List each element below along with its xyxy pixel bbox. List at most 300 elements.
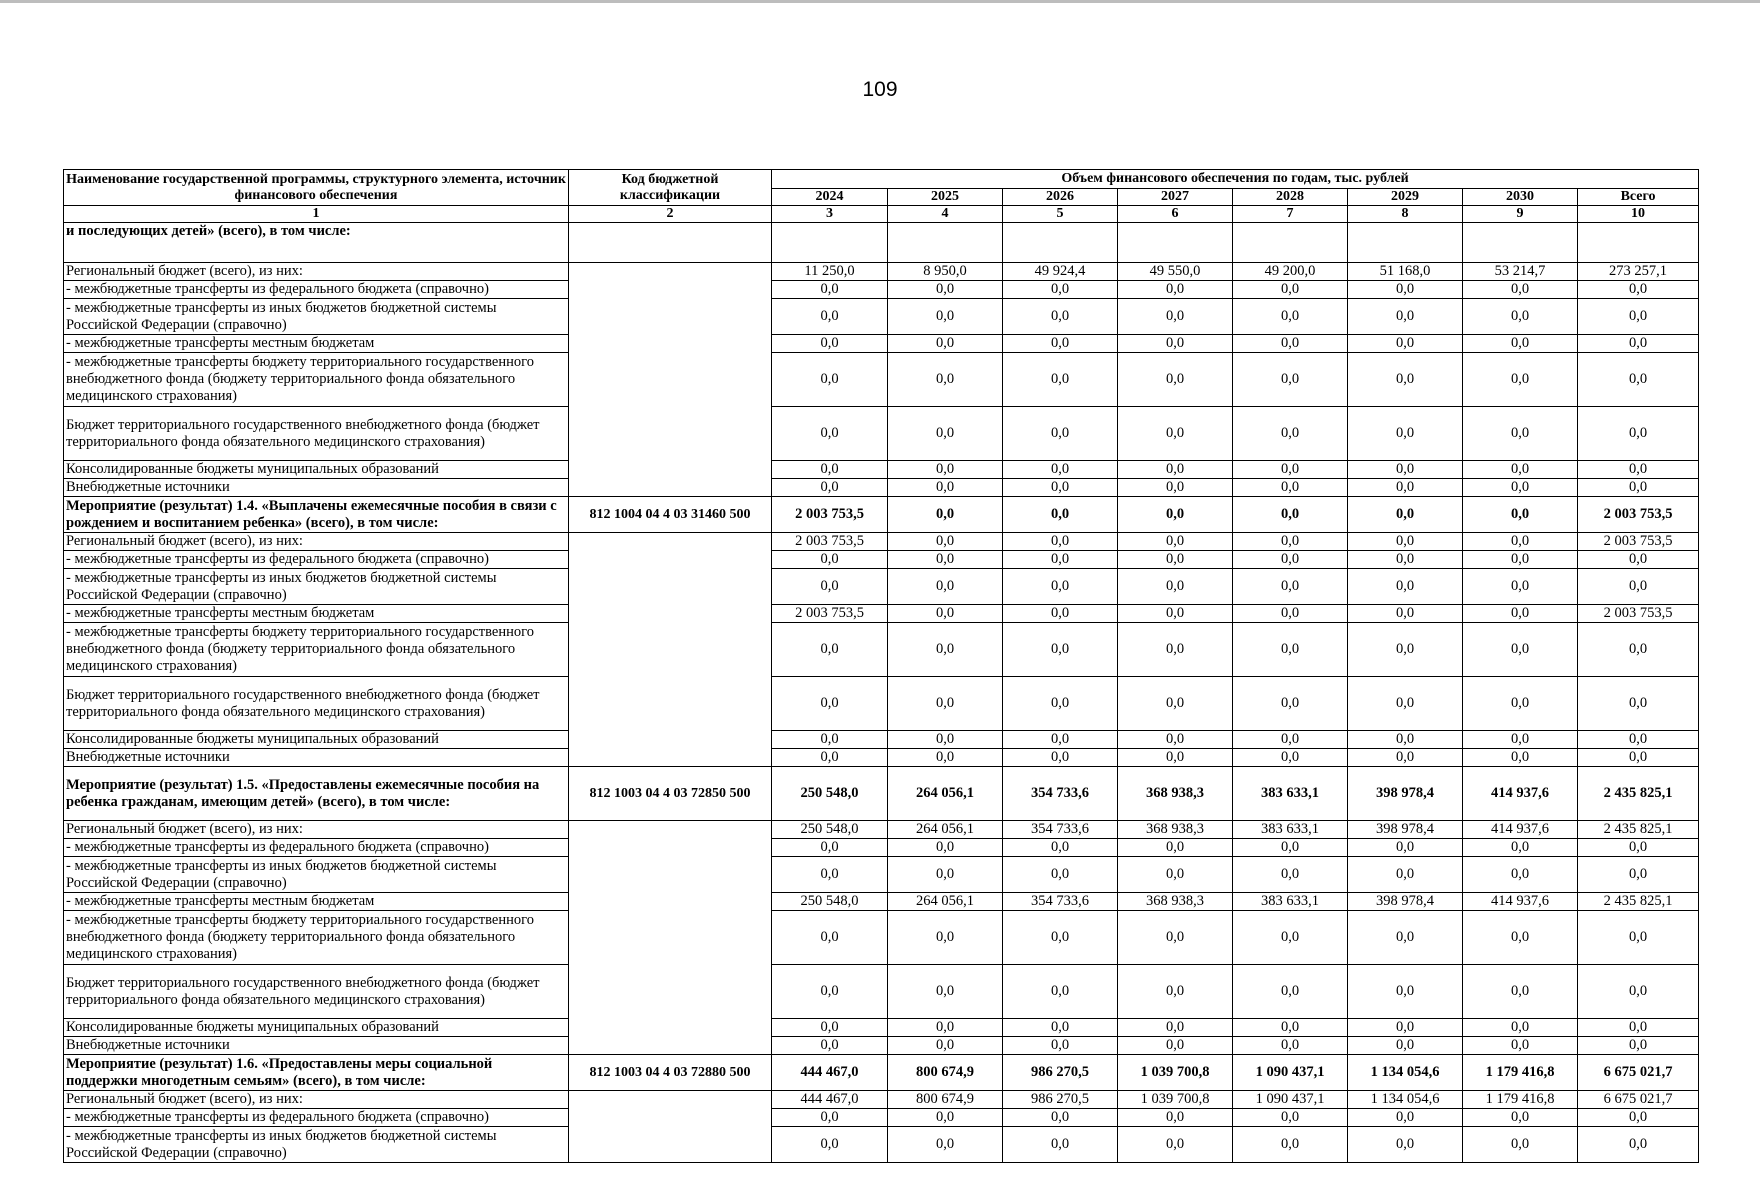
value-cell: 0,0 xyxy=(888,479,1003,497)
value-cell: 0,0 xyxy=(1003,839,1118,857)
value-cell: 0,0 xyxy=(1463,749,1578,767)
value-cell: 354 733,6 xyxy=(1003,821,1118,839)
value-cell xyxy=(1118,223,1233,263)
value-cell: 0,0 xyxy=(1463,533,1578,551)
value-cell: 0,0 xyxy=(1118,857,1233,893)
source-name: Региональный бюджет (всего), из них: xyxy=(64,821,569,839)
value-cell: 0,0 xyxy=(772,623,888,677)
header-name-column: Наименование государственной программы, структурного элемента, источник финансового обеспечения xyxy=(64,170,569,206)
value-cell: 49 924,4 xyxy=(1003,263,1118,281)
value-cell: 0,0 xyxy=(1463,1127,1578,1163)
value-cell: 0,0 xyxy=(1348,299,1463,335)
value-cell: 0,0 xyxy=(888,299,1003,335)
value-cell: 0,0 xyxy=(1348,281,1463,299)
header-total: Всего xyxy=(1578,189,1699,206)
value-cell: 398 978,4 xyxy=(1348,821,1463,839)
value-cell: 0,0 xyxy=(1233,623,1348,677)
value-cell: 1 134 054,6 xyxy=(1348,1055,1463,1091)
value-cell: 53 214,7 xyxy=(1463,263,1578,281)
value-cell: 0,0 xyxy=(888,407,1003,461)
value-cell: 444 467,0 xyxy=(772,1091,888,1109)
value-cell: 264 056,1 xyxy=(888,893,1003,911)
value-cell: 0,0 xyxy=(1463,479,1578,497)
value-cell: 0,0 xyxy=(1348,623,1463,677)
value-cell: 264 056,1 xyxy=(888,821,1003,839)
source-row xyxy=(64,821,1699,839)
value-cell: 0,0 xyxy=(1003,1109,1118,1127)
value-cell: 0,0 xyxy=(1233,497,1348,533)
value-cell: 0,0 xyxy=(1003,749,1118,767)
value-cell: 383 633,1 xyxy=(1233,893,1348,911)
value-cell: 0,0 xyxy=(888,839,1003,857)
column-number: 9 xyxy=(1463,206,1578,223)
value-cell: 0,0 xyxy=(1233,299,1348,335)
value-cell: 0,0 xyxy=(1463,605,1578,623)
value-cell: 0,0 xyxy=(772,407,888,461)
total-cell: 6 675 021,7 xyxy=(1578,1055,1699,1091)
value-cell: 0,0 xyxy=(1233,749,1348,767)
value-cell: 0,0 xyxy=(1463,965,1578,1019)
header-year: 2026 xyxy=(1003,189,1118,206)
total-cell xyxy=(1578,223,1699,263)
source-row xyxy=(64,1019,1699,1037)
value-cell: 0,0 xyxy=(888,857,1003,893)
value-cell: 0,0 xyxy=(1233,731,1348,749)
value-cell: 444 467,0 xyxy=(772,1055,888,1091)
value-cell: 0,0 xyxy=(1118,461,1233,479)
value-cell: 0,0 xyxy=(1233,281,1348,299)
value-cell: 0,0 xyxy=(1233,965,1348,1019)
source-row xyxy=(64,569,1699,605)
value-cell: 414 937,6 xyxy=(1463,767,1578,821)
source-row xyxy=(64,533,1699,551)
empty-code-cell xyxy=(569,263,772,497)
value-cell: 0,0 xyxy=(1118,1109,1233,1127)
total-cell: 6 675 021,7 xyxy=(1578,1091,1699,1109)
source-row xyxy=(64,731,1699,749)
activity-row xyxy=(64,767,1699,821)
source-name: - межбюджетные трансферты из иных бюджетов бюджетной системы Российской Федерации (справочно) xyxy=(64,299,569,335)
scan-edge xyxy=(0,0,1760,3)
header-code-column: Код бюджетной классификации xyxy=(569,170,772,206)
total-cell: 2 435 825,1 xyxy=(1578,767,1699,821)
value-cell: 0,0 xyxy=(1463,1037,1578,1055)
value-cell: 250 548,0 xyxy=(772,893,888,911)
value-cell: 383 633,1 xyxy=(1233,767,1348,821)
value-cell: 0,0 xyxy=(1003,1019,1118,1037)
budget-code xyxy=(569,223,772,263)
value-cell: 0,0 xyxy=(1003,299,1118,335)
value-cell: 0,0 xyxy=(1348,335,1463,353)
total-cell: 0,0 xyxy=(1578,569,1699,605)
activity-name: Мероприятие (результат) 1.4. «Выплачены ежемесячные пособия в связи с рождением и воспитанием ребенка» (всего), в том числе: xyxy=(64,497,569,533)
value-cell: 0,0 xyxy=(888,497,1003,533)
source-name: Региональный бюджет (всего), из них: xyxy=(64,1091,569,1109)
value-cell: 0,0 xyxy=(1003,857,1118,893)
value-cell: 0,0 xyxy=(1233,479,1348,497)
value-cell: 354 733,6 xyxy=(1003,893,1118,911)
header-year: 2029 xyxy=(1348,189,1463,206)
value-cell: 0,0 xyxy=(1463,911,1578,965)
value-cell: 368 938,3 xyxy=(1118,893,1233,911)
value-cell: 0,0 xyxy=(772,335,888,353)
value-cell: 0,0 xyxy=(1233,677,1348,731)
source-name: - межбюджетные трансферты из федерального бюджета (справочно) xyxy=(64,1109,569,1127)
source-name: Внебюджетные источники xyxy=(64,1037,569,1055)
total-cell: 2 003 753,5 xyxy=(1578,497,1699,533)
value-cell: 0,0 xyxy=(1463,857,1578,893)
source-name: - межбюджетные трансферты из федерального бюджета (справочно) xyxy=(64,281,569,299)
source-name: Региональный бюджет (всего), из них: xyxy=(64,533,569,551)
source-row xyxy=(64,299,1699,335)
value-cell: 0,0 xyxy=(1348,857,1463,893)
source-name: - межбюджетные трансферты из федерального бюджета (справочно) xyxy=(64,551,569,569)
activity-name: Мероприятие (результат) 1.6. «Предоставлены меры социальной поддержки многодетным семьям» (всего), в том числе: xyxy=(64,1055,569,1091)
value-cell: 0,0 xyxy=(888,605,1003,623)
value-cell: 250 548,0 xyxy=(772,821,888,839)
empty-code-cell xyxy=(569,1091,772,1163)
source-row xyxy=(64,677,1699,731)
budget-code: 812 1003 04 4 03 72850 500 xyxy=(569,767,772,821)
value-cell: 0,0 xyxy=(1003,569,1118,605)
value-cell: 0,0 xyxy=(888,677,1003,731)
value-cell: 0,0 xyxy=(1463,299,1578,335)
value-cell: 0,0 xyxy=(1003,497,1118,533)
value-cell: 0,0 xyxy=(1463,677,1578,731)
source-row xyxy=(64,839,1699,857)
value-cell: 0,0 xyxy=(1463,623,1578,677)
value-cell: 0,0 xyxy=(1003,677,1118,731)
value-cell: 0,0 xyxy=(1233,911,1348,965)
header-year: 2025 xyxy=(888,189,1003,206)
value-cell: 0,0 xyxy=(1003,281,1118,299)
value-cell: 0,0 xyxy=(1348,911,1463,965)
value-cell: 0,0 xyxy=(1233,407,1348,461)
value-cell: 0,0 xyxy=(1118,749,1233,767)
value-cell: 0,0 xyxy=(1463,353,1578,407)
value-cell: 0,0 xyxy=(1348,533,1463,551)
value-cell: 0,0 xyxy=(1233,353,1348,407)
value-cell: 0,0 xyxy=(1003,623,1118,677)
total-cell: 0,0 xyxy=(1578,965,1699,1019)
value-cell: 0,0 xyxy=(1348,839,1463,857)
value-cell: 0,0 xyxy=(1233,335,1348,353)
value-cell: 0,0 xyxy=(888,731,1003,749)
value-cell: 0,0 xyxy=(1118,551,1233,569)
total-cell: 0,0 xyxy=(1578,281,1699,299)
value-cell: 0,0 xyxy=(888,623,1003,677)
value-cell: 0,0 xyxy=(1348,407,1463,461)
value-cell: 0,0 xyxy=(1348,479,1463,497)
value-cell: 0,0 xyxy=(888,353,1003,407)
value-cell: 2 003 753,5 xyxy=(772,533,888,551)
total-cell: 0,0 xyxy=(1578,461,1699,479)
total-cell: 0,0 xyxy=(1578,1037,1699,1055)
value-cell: 0,0 xyxy=(1348,731,1463,749)
source-row xyxy=(64,605,1699,623)
source-row xyxy=(64,623,1699,677)
value-cell: 0,0 xyxy=(1003,479,1118,497)
value-cell: 0,0 xyxy=(772,731,888,749)
value-cell: 0,0 xyxy=(1118,1019,1233,1037)
value-cell: 1 179 416,8 xyxy=(1463,1091,1578,1109)
value-cell: 0,0 xyxy=(1003,533,1118,551)
value-cell: 383 633,1 xyxy=(1233,821,1348,839)
total-cell: 273 257,1 xyxy=(1578,263,1699,281)
source-row xyxy=(64,965,1699,1019)
source-name: - межбюджетные трансферты местным бюджетам xyxy=(64,893,569,911)
value-cell: 264 056,1 xyxy=(888,767,1003,821)
source-row xyxy=(64,1109,1699,1127)
value-cell: 0,0 xyxy=(772,281,888,299)
value-cell: 49 550,0 xyxy=(1118,263,1233,281)
value-cell: 0,0 xyxy=(888,551,1003,569)
total-cell: 0,0 xyxy=(1578,857,1699,893)
value-cell: 0,0 xyxy=(772,1127,888,1163)
value-cell: 0,0 xyxy=(772,1109,888,1127)
value-cell: 0,0 xyxy=(1463,281,1578,299)
activity-row xyxy=(64,497,1699,533)
value-cell: 250 548,0 xyxy=(772,767,888,821)
value-cell: 0,0 xyxy=(1118,335,1233,353)
value-cell: 986 270,5 xyxy=(1003,1091,1118,1109)
total-cell: 0,0 xyxy=(1578,1019,1699,1037)
value-cell: 354 733,6 xyxy=(1003,767,1118,821)
value-cell: 8 950,0 xyxy=(888,263,1003,281)
source-name: - межбюджетные трансферты из иных бюджетов бюджетной системы Российской Федерации (справочно) xyxy=(64,1127,569,1163)
value-cell: 398 978,4 xyxy=(1348,893,1463,911)
total-cell: 2 435 825,1 xyxy=(1578,821,1699,839)
value-cell: 0,0 xyxy=(1003,407,1118,461)
value-cell: 0,0 xyxy=(1003,605,1118,623)
header-year: 2028 xyxy=(1233,189,1348,206)
value-cell: 1 090 437,1 xyxy=(1233,1055,1348,1091)
total-cell: 0,0 xyxy=(1578,677,1699,731)
value-cell: 0,0 xyxy=(772,857,888,893)
value-cell: 0,0 xyxy=(1233,1019,1348,1037)
value-cell: 0,0 xyxy=(1348,1037,1463,1055)
source-row xyxy=(64,407,1699,461)
source-row xyxy=(64,479,1699,497)
value-cell: 0,0 xyxy=(1118,731,1233,749)
value-cell: 0,0 xyxy=(1003,731,1118,749)
value-cell: 0,0 xyxy=(1118,353,1233,407)
row-name: и последующих детей» (всего), в том числе: xyxy=(64,223,569,263)
source-name: Бюджет территориального государственного внебюджетного фонда (бюджет территориального фонда обязательного медицинского страхования) xyxy=(64,965,569,1019)
total-cell: 0,0 xyxy=(1578,839,1699,857)
value-cell: 414 937,6 xyxy=(1463,821,1578,839)
value-cell xyxy=(1348,223,1463,263)
value-cell: 0,0 xyxy=(1118,569,1233,605)
value-cell: 0,0 xyxy=(1348,965,1463,1019)
value-cell: 0,0 xyxy=(1118,479,1233,497)
value-cell: 0,0 xyxy=(1463,839,1578,857)
column-number: 10 xyxy=(1578,206,1699,223)
value-cell: 0,0 xyxy=(888,1109,1003,1127)
value-cell: 0,0 xyxy=(1118,1037,1233,1055)
value-cell: 0,0 xyxy=(1233,569,1348,605)
value-cell: 0,0 xyxy=(888,965,1003,1019)
value-cell: 0,0 xyxy=(888,1019,1003,1037)
value-cell: 0,0 xyxy=(1348,461,1463,479)
value-cell: 51 168,0 xyxy=(1348,263,1463,281)
source-row xyxy=(64,461,1699,479)
value-cell: 0,0 xyxy=(1348,749,1463,767)
value-cell: 0,0 xyxy=(1003,335,1118,353)
value-cell: 0,0 xyxy=(1463,551,1578,569)
value-cell: 0,0 xyxy=(1348,569,1463,605)
value-cell: 368 938,3 xyxy=(1118,821,1233,839)
table-body xyxy=(64,170,1699,1163)
activity-row xyxy=(64,1055,1699,1091)
value-cell: 0,0 xyxy=(1463,1019,1578,1037)
value-cell: 0,0 xyxy=(1348,353,1463,407)
source-row xyxy=(64,911,1699,965)
value-cell: 0,0 xyxy=(1348,1127,1463,1163)
empty-code-cell xyxy=(569,533,772,767)
column-number: 3 xyxy=(772,206,888,223)
source-name: - межбюджетные трансферты местным бюджетам xyxy=(64,335,569,353)
source-name: Консолидированные бюджеты муниципальных образований xyxy=(64,731,569,749)
value-cell: 0,0 xyxy=(1348,1019,1463,1037)
value-cell: 0,0 xyxy=(1463,461,1578,479)
value-cell: 1 039 700,8 xyxy=(1118,1055,1233,1091)
total-cell: 0,0 xyxy=(1578,299,1699,335)
source-name: - межбюджетные трансферты бюджету территориального государственного внебюджетного фонда (бюджету территориального фонда обязательного медицинского страхования) xyxy=(64,353,569,407)
value-cell: 0,0 xyxy=(772,1037,888,1055)
value-cell: 0,0 xyxy=(1118,677,1233,731)
value-cell: 0,0 xyxy=(1348,551,1463,569)
value-cell: 0,0 xyxy=(1003,551,1118,569)
value-cell: 0,0 xyxy=(772,353,888,407)
value-cell: 368 938,3 xyxy=(1118,767,1233,821)
value-cell: 2 003 753,5 xyxy=(772,605,888,623)
value-cell: 0,0 xyxy=(1463,407,1578,461)
source-row xyxy=(64,263,1699,281)
source-name: Региональный бюджет (всего), из них: xyxy=(64,263,569,281)
source-name: Внебюджетные источники xyxy=(64,479,569,497)
total-cell: 0,0 xyxy=(1578,911,1699,965)
source-row xyxy=(64,1091,1699,1109)
value-cell: 0,0 xyxy=(1233,461,1348,479)
value-cell: 0,0 xyxy=(1118,281,1233,299)
value-cell: 0,0 xyxy=(1348,497,1463,533)
total-cell: 0,0 xyxy=(1578,731,1699,749)
total-cell: 0,0 xyxy=(1578,1127,1699,1163)
value-cell: 0,0 xyxy=(772,677,888,731)
value-cell: 0,0 xyxy=(1463,497,1578,533)
source-name: Бюджет территориального государственного внебюджетного фонда (бюджет территориального фонда обязательного медицинского страхования) xyxy=(64,677,569,731)
value-cell: 1 179 416,8 xyxy=(1463,1055,1578,1091)
value-cell: 0,0 xyxy=(1003,461,1118,479)
value-cell: 0,0 xyxy=(888,569,1003,605)
value-cell: 0,0 xyxy=(772,569,888,605)
financing-table xyxy=(63,169,1699,1163)
source-row xyxy=(64,749,1699,767)
column-number: 8 xyxy=(1348,206,1463,223)
budget-code: 812 1004 04 4 03 31460 500 xyxy=(569,497,772,533)
value-cell: 0,0 xyxy=(772,749,888,767)
source-row xyxy=(64,335,1699,353)
source-name: - межбюджетные трансферты бюджету территориального государственного внебюджетного фонда (бюджету территориального фонда обязательного медицинского страхования) xyxy=(64,623,569,677)
header-numbers-row xyxy=(64,206,1699,223)
value-cell: 0,0 xyxy=(1348,605,1463,623)
value-cell: 0,0 xyxy=(1233,533,1348,551)
value-cell: 0,0 xyxy=(1118,299,1233,335)
value-cell: 0,0 xyxy=(1463,569,1578,605)
value-cell: 800 674,9 xyxy=(888,1091,1003,1109)
value-cell: 0,0 xyxy=(772,299,888,335)
value-cell: 0,0 xyxy=(888,911,1003,965)
value-cell: 0,0 xyxy=(1463,1109,1578,1127)
total-cell: 0,0 xyxy=(1578,551,1699,569)
value-cell: 0,0 xyxy=(772,479,888,497)
value-cell: 0,0 xyxy=(1463,731,1578,749)
value-cell: 0,0 xyxy=(888,335,1003,353)
value-cell: 0,0 xyxy=(1003,1037,1118,1055)
value-cell: 0,0 xyxy=(888,281,1003,299)
value-cell: 0,0 xyxy=(1118,407,1233,461)
value-cell: 398 978,4 xyxy=(1348,767,1463,821)
column-number: 7 xyxy=(1233,206,1348,223)
value-cell: 0,0 xyxy=(772,839,888,857)
total-cell: 2 003 753,5 xyxy=(1578,605,1699,623)
empty-code-cell xyxy=(569,821,772,1055)
value-cell: 0,0 xyxy=(1003,1127,1118,1163)
value-cell: 0,0 xyxy=(888,1037,1003,1055)
value-cell: 0,0 xyxy=(1003,965,1118,1019)
total-cell: 2 435 825,1 xyxy=(1578,893,1699,911)
value-cell: 0,0 xyxy=(1233,551,1348,569)
value-cell: 0,0 xyxy=(1233,839,1348,857)
total-cell: 0,0 xyxy=(1578,749,1699,767)
value-cell: 0,0 xyxy=(1233,1109,1348,1127)
value-cell xyxy=(888,223,1003,263)
value-cell: 11 250,0 xyxy=(772,263,888,281)
header-year: 2030 xyxy=(1463,189,1578,206)
value-cell: 0,0 xyxy=(1118,1127,1233,1163)
total-cell: 0,0 xyxy=(1578,1109,1699,1127)
total-cell: 0,0 xyxy=(1578,623,1699,677)
source-row xyxy=(64,857,1699,893)
header-row xyxy=(64,170,1699,189)
source-name: - межбюджетные трансферты из иных бюджетов бюджетной системы Российской Федерации (справочно) xyxy=(64,857,569,893)
header-volume-group: Объем финансового обеспечения по годам, тыс. рублей xyxy=(772,170,1699,189)
value-cell: 0,0 xyxy=(1463,335,1578,353)
value-cell: 0,0 xyxy=(772,1019,888,1037)
value-cell: 0,0 xyxy=(1233,1127,1348,1163)
total-cell: 2 003 753,5 xyxy=(1578,533,1699,551)
total-cell: 0,0 xyxy=(1578,335,1699,353)
column-number: 2 xyxy=(569,206,772,223)
header-year: 2024 xyxy=(772,189,888,206)
value-cell xyxy=(772,223,888,263)
value-cell: 1 039 700,8 xyxy=(1118,1091,1233,1109)
continuation-row xyxy=(64,223,1699,263)
value-cell: 0,0 xyxy=(1118,497,1233,533)
source-row xyxy=(64,353,1699,407)
value-cell: 49 200,0 xyxy=(1233,263,1348,281)
total-cell: 0,0 xyxy=(1578,353,1699,407)
value-cell: 0,0 xyxy=(1118,623,1233,677)
budget-code: 812 1003 04 4 03 72880 500 xyxy=(569,1055,772,1091)
source-row xyxy=(64,1127,1699,1163)
activity-name: Мероприятие (результат) 1.5. «Предоставлены ежемесячные пособия на ребенка гражданам, имеющим детей» (всего), в том числе: xyxy=(64,767,569,821)
value-cell: 0,0 xyxy=(1233,857,1348,893)
value-cell: 2 003 753,5 xyxy=(772,497,888,533)
total-cell: 0,0 xyxy=(1578,479,1699,497)
value-cell: 0,0 xyxy=(1118,965,1233,1019)
